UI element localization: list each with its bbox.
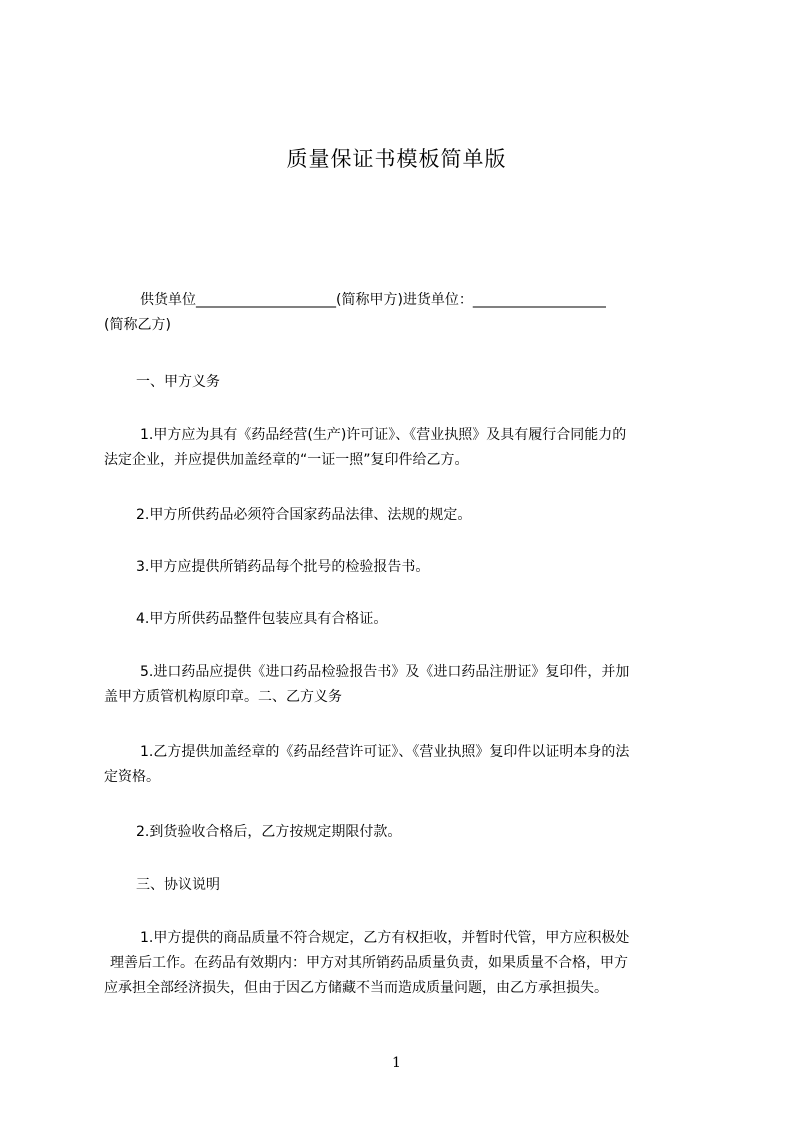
section1-heading: 一、甲方义务 bbox=[136, 374, 220, 390]
section1-item-5: 5.进口药品应提供《进口药品检验报告书》及《进口药品注册证》复印件，并加 盖甲方质管机构原印章。二、乙方义务 bbox=[104, 664, 630, 705]
section1-item-2: 2.甲方所供药品必须符合国家药品法律、法规的规定。 bbox=[136, 507, 472, 523]
section2-item-1: 1.乙方提供加盖经章的《药品经营许可证》、《营业执照》复印件以证明本身的法 定资格。 bbox=[104, 744, 630, 785]
section1-item-4: 4.甲方所供药品整件包装应具有合格证。 bbox=[136, 611, 388, 627]
document-title: 质量保证书模板简单版 bbox=[286, 147, 507, 171]
section3-item-1: 1.甲方提供的商品质量不符合规定，乙方有权拒收，并暂时代管，甲方应积极处 理善后工作。在药品有效期内：甲方对其所销药品质量负责，如果质量不合格，甲方 应承担全部经济损失，但由于因乙方储藏不当而造成质量问题，由乙方承担损失。 bbox=[104, 930, 630, 996]
page-number: 1 bbox=[392, 1055, 401, 1071]
section2-item-2: 2.到货验收合格后，乙方按规定期限付款。 bbox=[136, 824, 402, 840]
section1-item-3: 3.甲方应提供所销药品每个批号的检验报告书。 bbox=[136, 559, 430, 575]
parties-paragraph bbox=[104, 288, 704, 338]
parties-line-buyer: (简称乙方) bbox=[104, 317, 171, 333]
section1-item-1: 1.甲方应为具有《药品经营(生产)许可证》、《营业执照》及具有履行合同能力的 法定企业，并应提供加盖经章的“一证一照”复印件给乙方。 bbox=[104, 427, 627, 468]
section3-heading: 三、协议说明 bbox=[136, 877, 220, 893]
parties-line-supplier: 供货单位____________________(简称甲方)进货单位：___________________ bbox=[140, 292, 606, 308]
